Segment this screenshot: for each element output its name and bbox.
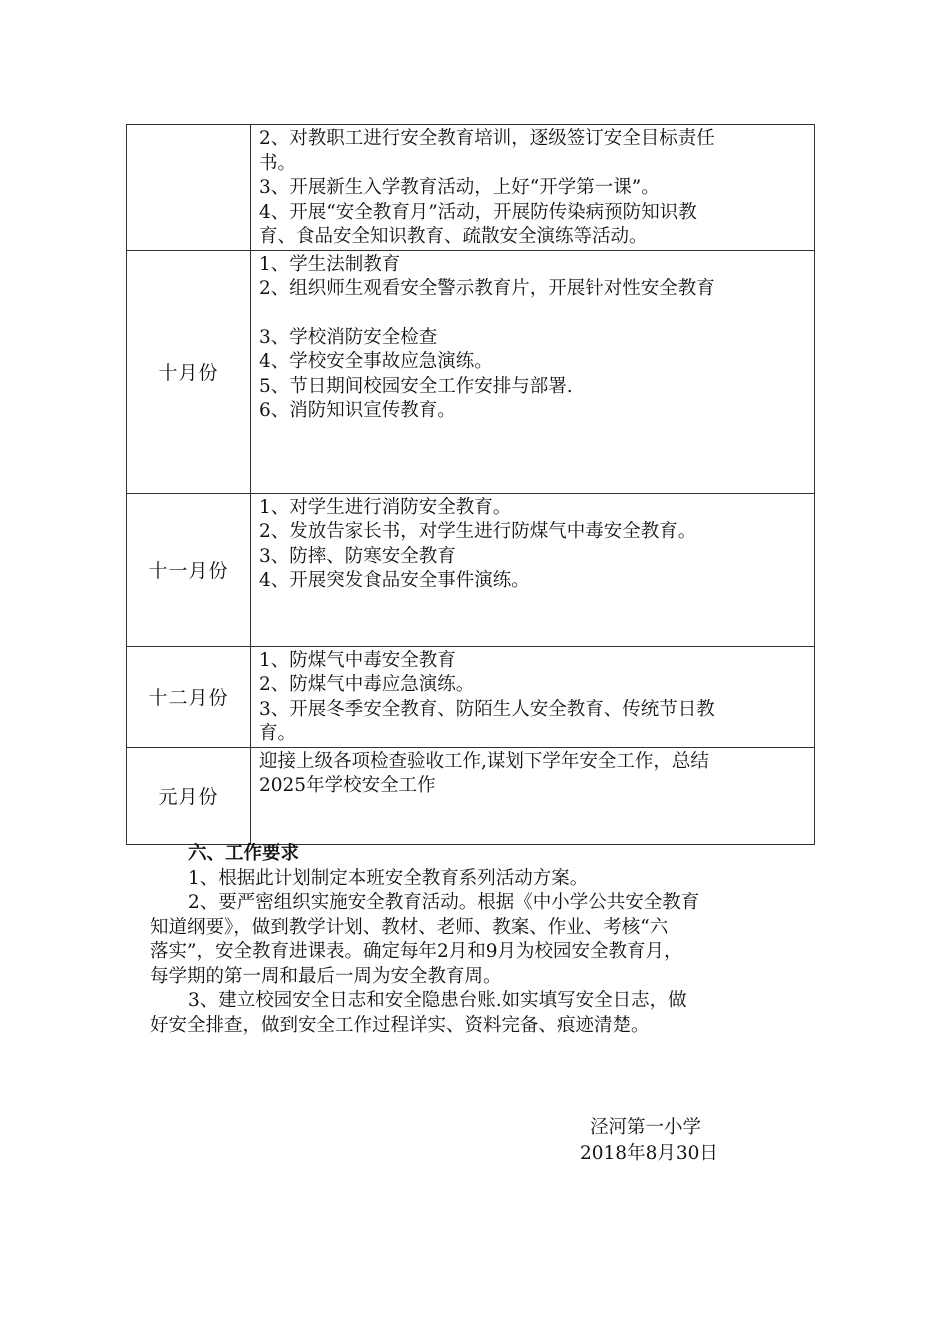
paragraph-line: 1、根据此计划制定本班安全教育系列活动方案。 [188,867,589,889]
activity-line: 2、对教职工进行安全教育培训，逐级签订安全目标责任 [259,128,715,149]
activity-cell [251,646,815,747]
requirement-paragraph [150,989,822,1038]
activity-cell [251,250,815,493]
activity-line: 3、开展冬季安全教育、防陌生人安全教育、传统节日教 [259,698,715,720]
activity-line: 育。 [259,723,297,744]
activity-cell [251,747,815,844]
activity-line: 5、节日期间校园安全工作安排与部署. [259,375,573,397]
month-cell: 十一月份 [127,493,251,646]
month-cell: 十月份 [127,250,251,493]
activity-line: 3、学校消防安全检查 [259,326,438,348]
activity-line: 2025年学校安全工作 [259,775,436,796]
month-cell: 元月份 [127,747,251,844]
section-heading: 六、工作要求 [188,843,300,864]
month-cell [127,125,251,251]
activity-line: 3、防摔、防寒安全教育 [259,545,456,567]
table-row [127,493,815,646]
school-name: 泾河第一小学 [590,1117,702,1138]
table-row [127,646,815,747]
work-requirements-section [150,842,822,1038]
activity-line: 1、对学生进行消防安全教育。 [259,496,512,518]
table-row [127,747,815,844]
paragraph-line: 知道纲要》，做到教学计划、教材、老师、教案、作业、考核“六 [150,916,669,938]
paragraph-line: 好安全排查，做到安全工作过程详实、资料完备、痕迹清楚。 [150,1014,650,1036]
signature-block [580,1115,718,1167]
activity-line: 1、防煤气中毒安全教育 [259,649,456,671]
activity-line: 2、防煤气中毒应急演练。 [259,674,475,695]
paragraph-line: 3、建立校园安全日志和安全隐患台账.如实填写安全日志，做 [188,990,687,1011]
activity-line: 3、开展新生入学教育活动，上好“开学第一课”。 [259,177,660,198]
paragraph-line: 每学期的第一周和最后一周为安全教育周。 [150,965,502,987]
activity-line: 4、开展“安全教育月”活动，开展防传染病预防知识教 [259,201,697,223]
month-cell: 十二月份 [127,646,251,747]
activity-line: 育、食品安全知识教育、疏散安全演练等活动。 [259,226,648,247]
activity-line [259,302,808,326]
paragraph-line: 落实”，安全教育进课表。确定每年2月和9月为校园安全教育月， [150,941,683,962]
activity-line: 6、消防知识宣传教育。 [259,400,456,421]
table-row [127,125,815,251]
activity-line: 4、开展突发食品安全事件演练。 [259,570,530,591]
requirement-paragraph [150,867,822,892]
requirement-paragraph [150,891,822,989]
signature-date: 2018年8月30日 [580,1143,718,1164]
activity-line: 2、发放告家长书，对学生进行防煤气中毒安全教育。 [259,521,697,542]
activity-line: 2、组织师生观看安全警示教育片，开展针对性安全教育 [259,278,715,299]
activity-line: 迎接上级各项检查验收工作,谋划下学年安全工作，总结 [259,750,709,772]
safety-plan-table [126,124,815,845]
activity-line: 4、学校安全事故应急演练。 [259,351,493,372]
activity-cell [251,125,815,251]
paragraph-line: 2、要严密组织实施安全教育活动。根据《中小学公共安全教育 [188,892,700,913]
activity-line: 书。 [259,152,297,174]
activity-cell [251,493,815,646]
activity-line: 1、学生法制教育 [259,253,401,275]
table-row [127,250,815,493]
